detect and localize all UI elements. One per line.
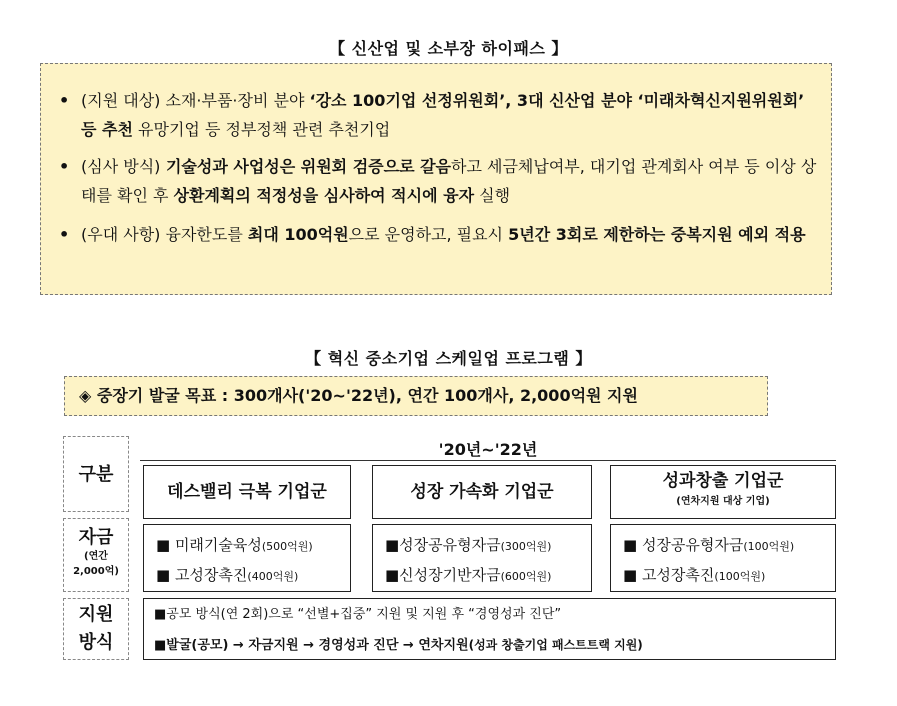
- fund-item: ■ 성장공유형자금(100억원): [623, 536, 795, 554]
- period-divider: [140, 460, 836, 461]
- section1-title: 【 신산업 및 소부장 하이패스 】: [329, 39, 568, 58]
- group-deathvalley: 데스밸리 극복 기업군: [143, 465, 351, 519]
- bullet-label: (우대 사항): [81, 225, 161, 244]
- bullet-text: 유망기업 등 정부정책 관련 추천기업: [132, 120, 391, 139]
- fund-item: ■신성장기반자금(600억원): [385, 566, 552, 584]
- bullet-label: (심사 방식): [81, 157, 161, 176]
- row-label-method-line: 지원: [78, 604, 114, 625]
- row-label-fund-main: 자금: [78, 527, 114, 548]
- method-line-2: ■발굴(공모) → 자금지원 → 경영성과 진단 → 연차지원(성과 창출기업 패스트트랙 지원): [154, 638, 643, 653]
- bullet-bold-text: 최대 100억원: [247, 225, 349, 244]
- goal-banner: ◈ 중장기 발굴 목표 : 300개사('20~'22년), 연간 100개사, 2,000억원 지원: [64, 376, 768, 416]
- group-performance-sub: (연차지원 대상 기업): [676, 496, 770, 507]
- fund-item: ■성장공유형자금(300억원): [385, 536, 552, 554]
- period-header: '20년~'22년: [438, 440, 538, 459]
- fund-item: ■ 고성장촉진(400억원): [156, 566, 299, 584]
- bullet-text: 하고 세금체납여부, 대기업 관계회사 여부 등 이상 상태를 확인 후: [81, 157, 817, 205]
- fund-box-performance: [610, 524, 836, 592]
- row-label-category: 구분: [63, 436, 129, 512]
- row-label-fund-sub: 2,000억): [73, 566, 119, 577]
- bullet-bold-text: ‘강소 100기업 선정위원회’, 3대 신산업 분야 ‘미래차혁신지원위원회’ 등 추천: [81, 91, 805, 139]
- bullet-label: (지원 대상): [81, 91, 161, 110]
- group-acceleration: 성장 가속화 기업군: [372, 465, 592, 519]
- group-performance: [610, 465, 836, 519]
- bullet-text: 융자한도를: [160, 225, 248, 244]
- row-label-method-line: 방식: [78, 632, 114, 653]
- bullet-text: 소재·부품·장비 분야: [160, 91, 310, 110]
- bullet-marker: •: [59, 91, 70, 110]
- section2-title: 【 혁신 중소기업 스케일업 프로그램 】: [305, 349, 592, 368]
- fund-box-deathvalley: [143, 524, 351, 592]
- bullet-text: 실행: [474, 186, 511, 205]
- bullet-preference: [59, 220, 824, 249]
- bullet-review-method: [59, 152, 824, 210]
- bullet-text: 으로 운영하고, 필요시: [348, 225, 509, 244]
- method-box: [143, 598, 836, 660]
- bullet-bold-text: 상환계획의 적정성을 심사하여 적시에 융자: [173, 186, 475, 205]
- fund-item: ■ 고성장촉진(100억원): [623, 566, 766, 584]
- row-label-method: [63, 598, 129, 660]
- fund-box-acceleration: [372, 524, 592, 592]
- section1-box: [40, 63, 832, 295]
- bullet-marker: •: [59, 225, 70, 244]
- bullet-support-target: [59, 86, 824, 144]
- bullet-marker: •: [59, 157, 70, 176]
- method-line-1: ■공모 방식(연 2회)으로 “선별+집중” 지원 및 지원 후 “경영성과 진단”: [154, 607, 562, 622]
- group-performance-name: 성과창출 기업군: [662, 471, 784, 491]
- fund-item: ■ 미래기술육성(500억원): [156, 536, 313, 554]
- bullet-bold-text: 5년간 3회로 제한하는 중복지원 예외 적용: [508, 225, 806, 244]
- row-label-fund: [63, 518, 129, 592]
- bullet-bold-text: 기술성과 사업성은 위원회 검증으로 갈음: [160, 157, 452, 176]
- row-label-fund-sub: (연간: [84, 551, 108, 562]
